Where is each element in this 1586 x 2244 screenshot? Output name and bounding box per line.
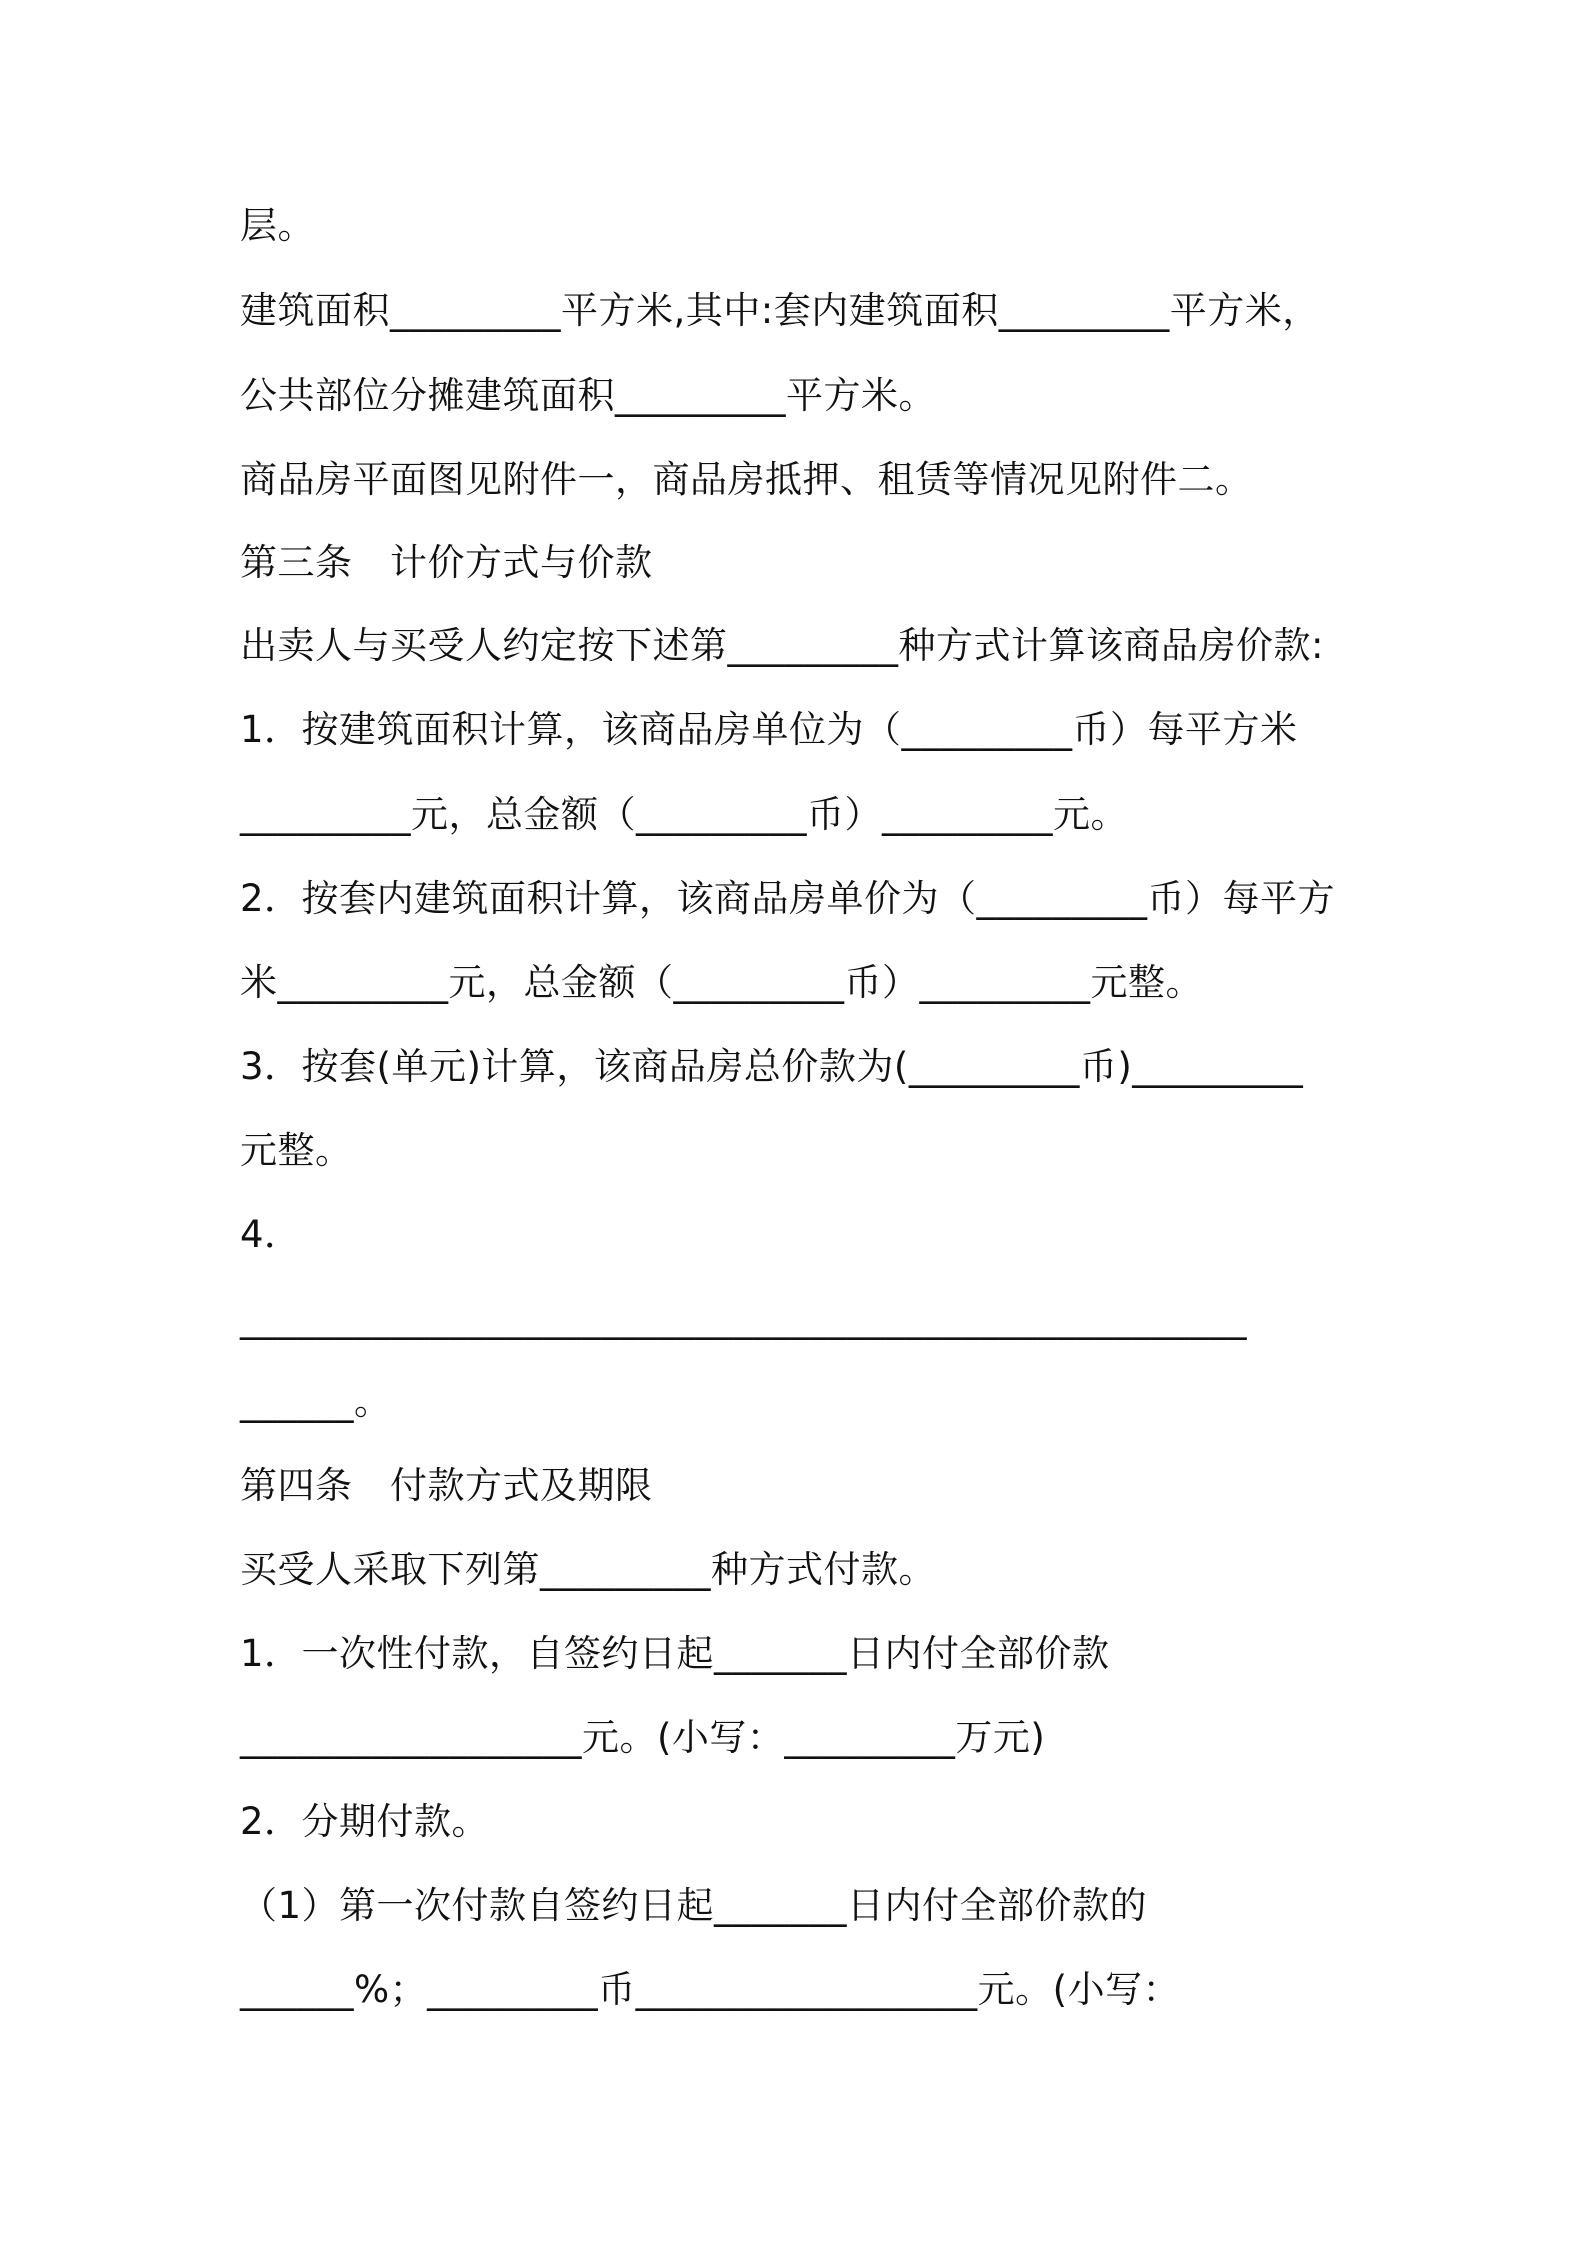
text-line-option-3-b: 元整。 [240, 1129, 353, 1172]
text-line-payment-method: 买受人采取下列第_________种方式付款。 [240, 1548, 936, 1591]
text-line-lump-sum-a: 1．一次性付款，自签约日起_______日内付全部价款 [240, 1632, 1110, 1675]
text-line-option-3-a: 3．按套(单元)计算，该商品房总价款为(_________币)_________ [240, 1045, 1304, 1088]
text-line-attachments: 商品房平面图见附件一，商品房抵押、租赁等情况见附件二。 [240, 458, 1253, 501]
text-line-building-area: 建筑面积_________平方米,其中:套内建筑面积_________平方米， [240, 289, 1320, 332]
text-line-floor-end: 层。 [240, 204, 315, 247]
text-line-installments: 2．分期付款。 [240, 1800, 490, 1843]
text-line-first-payment-a: （1）第一次付款自签约日起_______日内付全部价款的 [240, 1884, 1148, 1927]
text-line-option-4: 4． [240, 1213, 302, 1256]
text-line-lump-sum-b: __________________元。(小写：_________万元) [240, 1716, 1046, 1759]
text-line-option-1-a: 1．按建筑面积计算，该商品房单位为（_________币）每平方米 [240, 708, 1298, 751]
text-line-option-4-blank: _____________________________________________________ [240, 1297, 1247, 1340]
text-line-option-2-b: 米_________元，总金额（_________币）_________元整。 [240, 961, 1203, 1004]
text-line-option-1-b: _________元，总金额（_________币）_________元。 [240, 793, 1128, 836]
text-line-option-2-a: 2．按套内建筑面积计算，该商品房单价为（_________币）每平方 [240, 877, 1336, 920]
text-line-first-payment-b: ______%；_________币__________________元。(小写： [240, 1968, 1181, 2011]
article-four-heading: 第四条 付款方式及期限 [240, 1464, 653, 1507]
text-line-shared-area: 公共部位分摊建筑面积_________平方米。 [240, 374, 936, 417]
text-line-pricing-method: 出卖人与买受人约定按下述第_________种方式计算该商品房价款: [240, 624, 1324, 667]
text-line-option-4-end: ______。 [240, 1380, 392, 1423]
article-three-heading: 第三条 计价方式与价款 [240, 541, 653, 584]
